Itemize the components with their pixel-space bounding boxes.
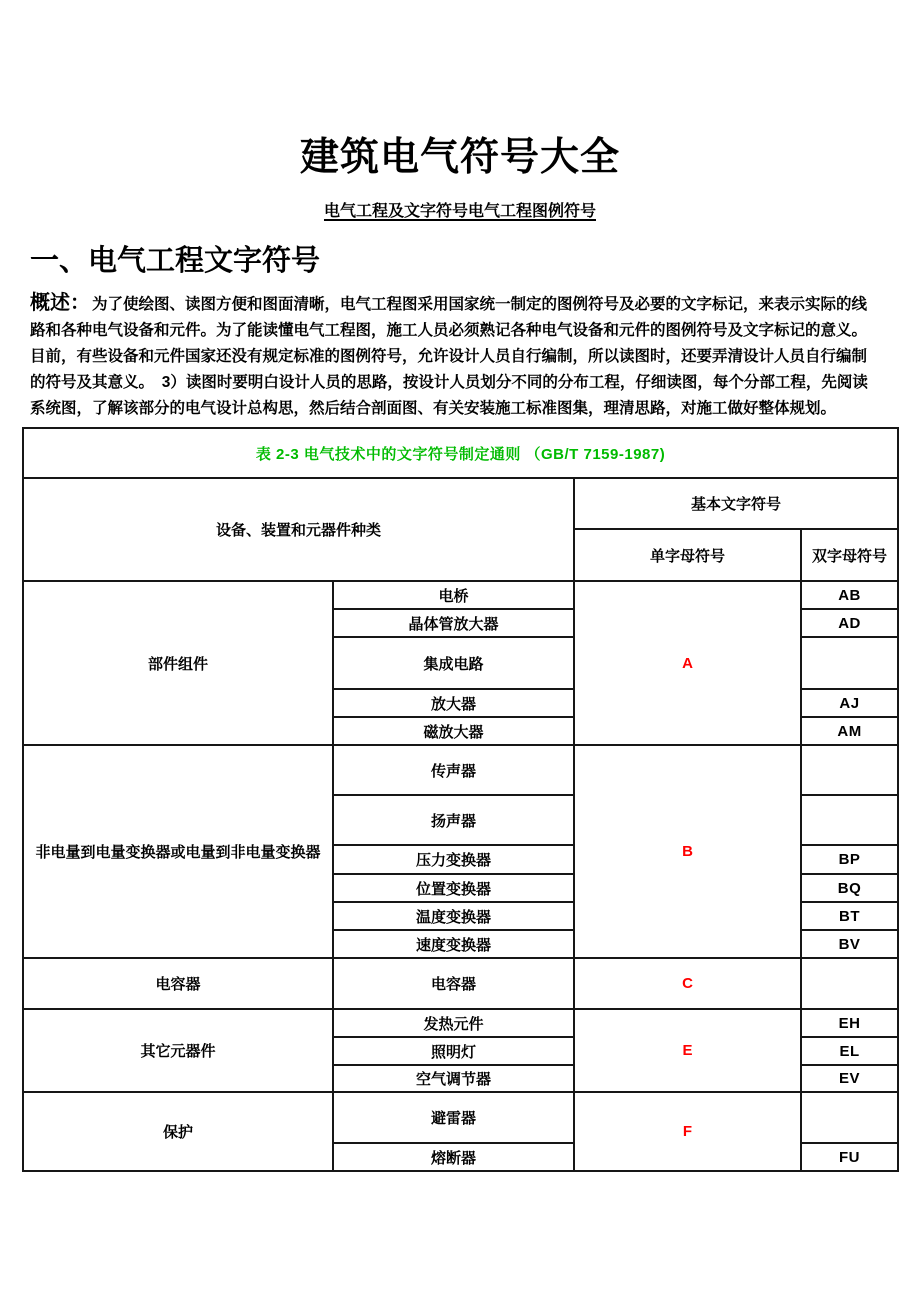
category-cell: 部件组件 [23, 581, 333, 745]
category-cell: 非电量到电量变换器或电量到非电量变换器 [23, 745, 333, 958]
overview-paragraph [30, 290, 892, 422]
double-letter-cell: AM [801, 717, 898, 745]
double-letter-cell: EH [801, 1009, 898, 1037]
item-cell: 传声器 [333, 745, 574, 795]
double-letter-cell [801, 745, 898, 795]
item-cell: 晶体管放大器 [333, 609, 574, 637]
paragraph-line: 目前，有些设备和元件国家还没有规定标准的图例符号，允许设计人员自行编制，所以读图时，还要弄清设计人员自行编制 [30, 348, 868, 365]
double-letter-cell: BV [801, 930, 898, 958]
single-letter-cell: C [574, 958, 801, 1009]
header-single-letter: 单字母符号 [574, 529, 801, 581]
double-letter-cell [801, 958, 898, 1009]
item-cell: 发热元件 [333, 1009, 574, 1037]
table-row [23, 1092, 898, 1143]
table-row [23, 581, 898, 609]
paragraph-line: 路和各种电气设备和元件。为了能读懂电气工程图，施工人员必须熟记各种电气设备和元件的图例符号及文字标记的意义。 [30, 322, 868, 339]
symbol-table-body [23, 428, 898, 1171]
double-letter-cell: FU [801, 1143, 898, 1171]
paragraph-line: 的符号及其意义。 3）读图时要明白设计人员的思路，按设计人员划分不同的分布工程，仔细读图，每个分部工程，先阅读 [30, 374, 868, 391]
item-cell: 位置变换器 [333, 874, 574, 902]
item-cell: 放大器 [333, 689, 574, 717]
double-letter-cell: AD [801, 609, 898, 637]
double-letter-cell: AJ [801, 689, 898, 717]
double-letter-cell [801, 637, 898, 689]
item-cell: 熔断器 [333, 1143, 574, 1171]
header-category: 设备、装置和元器件种类 [23, 478, 574, 581]
item-cell: 电桥 [333, 581, 574, 609]
item-cell: 空气调节器 [333, 1065, 574, 1092]
item-cell: 磁放大器 [333, 717, 574, 745]
item-cell: 压力变换器 [333, 845, 574, 874]
page-subtitle: 电气工程及文字符号电气工程图例符号 [323, 203, 596, 220]
item-cell: 温度变换器 [333, 902, 574, 930]
double-letter-cell: AB [801, 581, 898, 609]
header-double-letter: 双字母符号 [801, 529, 898, 581]
category-cell: 其它元器件 [23, 1009, 333, 1092]
table-header-row [23, 478, 898, 529]
single-letter-cell: A [574, 581, 801, 745]
table-row [23, 1009, 898, 1037]
item-cell: 扬声器 [333, 795, 574, 845]
section-heading: 一、电气工程文字符号 [30, 245, 321, 277]
item-cell: 集成电路 [333, 637, 574, 689]
double-letter-cell [801, 795, 898, 845]
single-letter-cell: F [574, 1092, 801, 1171]
double-letter-cell: BP [801, 845, 898, 874]
page-title: 建筑电气符号大全 [299, 136, 620, 179]
category-cell: 保护 [23, 1092, 333, 1171]
double-letter-cell: EL [801, 1037, 898, 1065]
header-basic-symbols: 基本文字符号 [574, 478, 898, 529]
table-row [23, 958, 898, 1009]
symbol-table [22, 427, 899, 1172]
paragraph-line [30, 290, 892, 318]
table-caption-row [23, 428, 898, 478]
paragraph-text: 为了使绘图、读图方便和图面清晰，电气工程图采用国家统一制定的图例符号及必要的文字标记，来表示实际的线 [92, 296, 868, 313]
single-letter-cell: B [574, 745, 801, 958]
double-letter-cell: BT [801, 902, 898, 930]
single-letter-cell: E [574, 1009, 801, 1092]
item-cell: 照明灯 [333, 1037, 574, 1065]
double-letter-cell [801, 1092, 898, 1143]
category-cell: 电容器 [23, 958, 333, 1009]
double-letter-cell: BQ [801, 874, 898, 902]
item-cell: 电容器 [333, 958, 574, 1009]
paragraph-line: 系统图，了解该部分的电气设计总构思，然后结合剖面图、有关安装施工标准图集，理清思路，对施工做好整体规划。 [30, 400, 837, 417]
overview-label: 概述： [30, 292, 90, 314]
double-letter-cell: EV [801, 1065, 898, 1092]
table-caption: 表 2-3 电气技术中的文字符号制定通则 （GB/T 7159-1987) [23, 428, 898, 478]
item-cell: 避雷器 [333, 1092, 574, 1143]
item-cell: 速度变换器 [333, 930, 574, 958]
table-row [23, 745, 898, 795]
